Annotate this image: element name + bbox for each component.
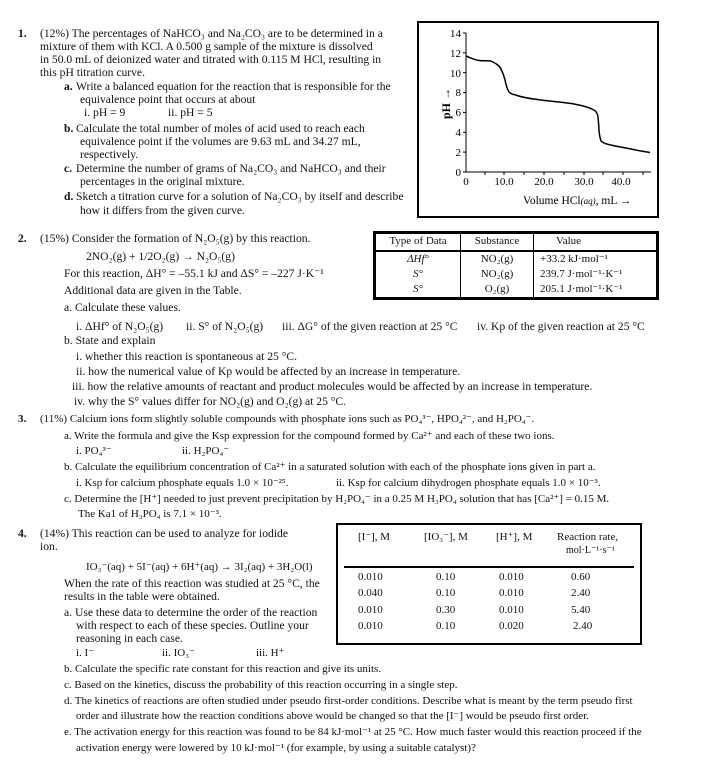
q1a-ii: ii. pH = 5 [168, 106, 213, 119]
q4e-line-2: activation energy were lowered by 10 kJ·mol⁻¹ (for example, by using a suitable catalyst)? [76, 742, 476, 754]
q4-reaction: IO₃⁻(aq) + 5I⁻(aq) + 6H⁺(aq) → 3I₂(aq) + 3H₂O(l) [86, 561, 313, 573]
x-axis-ticks [463, 172, 643, 188]
q2a-iv: iv. Kp of the given reaction at 25 °C [477, 320, 645, 333]
q1c-line-1: Determine the number of grams of Na₂CO₃ and NaHCO₃ and their [76, 162, 386, 175]
q3c: c. Determine the [H⁺] needed to just prevent precipitation by H₂PO₄⁻ in a 0.25 M H₃PO₄ solution that has [Ca²⁺] = 0.15 M. [64, 493, 610, 505]
q4a-iii: iii. H⁺ [256, 647, 285, 659]
svg-text:30.0: 30.0 [574, 176, 594, 188]
q4-studied-1: When the rate of this reaction was studied at 25 °C, the [64, 577, 320, 590]
q2a-iii: iii. ΔG° of the given reaction at 25 °C [282, 320, 458, 333]
q2-given: For this reaction, ΔH° = –55.1 kJ and ΔS° = –227 J·K⁻¹ [64, 267, 324, 280]
svg-text:0: 0 [455, 167, 461, 179]
col-iodate: [IO₃⁻], M [424, 531, 468, 543]
q2-additional: Additional data are given in the Table. [64, 284, 242, 297]
q4a-i: i. I⁻ [76, 647, 95, 659]
q4d-line-2: order and illustrate how the reaction conditions above would be changed so that the [I⁻] would be pseudo first order. [76, 710, 589, 722]
svg-text:40.0: 40.0 [611, 176, 631, 188]
svg-text:14: 14 [450, 28, 461, 40]
q1a-line-1: Write a balanced equation for the reaction that is responsible for the [76, 80, 391, 93]
table-row: ΔHf° NO₂(g) +33.2 kJ·mol⁻¹ [375, 251, 658, 267]
q1c-line-2: percentages in the original mixture. [80, 175, 245, 188]
svg-text:12: 12 [450, 48, 461, 60]
q4e-line-1: e. The activation energy for this reaction was found to be 84 kJ·mol⁻¹ at 25 °C. How much faster would this reaction proceed if the [64, 726, 642, 738]
q3c-cont: The Ka1 of H₃PO₄ is 7.1 × 10⁻³. [78, 508, 222, 520]
cell: 2.40 [573, 620, 593, 632]
q3a-i: i. PO₄³⁻ [76, 445, 112, 457]
q2b-iii: iii. how the relative amounts of reactant and product molecules would be affected by an increase in temperature. [72, 380, 593, 393]
col-substance: Substance [461, 233, 534, 252]
q1b-line-3: respectively. [80, 148, 139, 161]
cell: 0.010 [499, 587, 524, 599]
q1b-line-1: Calculate the total number of moles of acid used to reach each [76, 122, 365, 135]
q2a: a. Calculate these values. [64, 301, 181, 314]
svg-text:8: 8 [455, 87, 461, 99]
q2b: b. State and explain [64, 334, 156, 347]
x-axis-label: Volume HCl(aq), mL → [523, 195, 632, 207]
col-iodide: [I⁻], M [358, 531, 391, 543]
svg-text:10.0: 10.0 [494, 176, 514, 188]
q4-studied-2: results in the table were obtained. [64, 590, 220, 603]
cell: 0.10 [436, 620, 456, 632]
rate-data-table [336, 523, 642, 645]
titration-chart-frame [417, 21, 659, 218]
q1a-line-2: equivalence point that occurs at about [80, 93, 256, 106]
header-divider [344, 566, 634, 568]
thermo-data-table [373, 231, 659, 300]
cell: 0.010 [358, 604, 383, 616]
cell: 0.040 [358, 587, 383, 599]
q4a-line-3: reasoning in each case. [76, 632, 183, 645]
y-axis-label: pH → [439, 87, 453, 119]
q3-number: 3. [18, 413, 27, 425]
svg-text:0: 0 [463, 176, 469, 188]
table-row: S° NO₂(g) 239.7 J·mol⁻¹·K⁻¹ [375, 267, 658, 282]
q2b-i: i. whether this reaction is spontaneous at 25 °C. [76, 350, 298, 363]
cell: 2.40 [571, 587, 591, 599]
cell: 0.10 [436, 571, 456, 583]
table-row: S° O₂(g) 205.1 J·mol⁻¹·K⁻¹ [375, 282, 658, 299]
cell: 5.40 [571, 604, 591, 616]
col-hydrogen: [H⁺], M [496, 531, 533, 543]
col-rate: Reaction rate, [557, 531, 619, 543]
q4b: b. Calculate the specific rate constant for this reaction and give its units. [64, 663, 382, 675]
q4a-line-1: a. Use these data to determine the order of the reaction [64, 606, 318, 619]
col-type-of-data: Type of Data [375, 233, 461, 252]
q2a-i: i. ΔHf° of N₂O₅(g) [76, 320, 164, 333]
cell: 0.010 [499, 571, 524, 583]
svg-text:2: 2 [455, 147, 461, 159]
col-value: Value [534, 233, 658, 252]
col-rate-units: mol·L⁻¹·s⁻¹ [566, 545, 615, 556]
svg-text:6: 6 [455, 107, 461, 119]
cell: 0.020 [499, 620, 524, 632]
cell: 0.60 [571, 571, 591, 583]
cell: 0.010 [499, 604, 524, 616]
q3b: b. Calculate the equilibrium concentration of Ca²⁺ in a saturated solution with each of the phosphate ions given in part a. [64, 461, 596, 473]
q4c: c. Based on the kinetics, discuss the probability of this reaction occurring in a single step. [64, 679, 458, 691]
q2-reaction: 2NO₂(g) + 1/2O₂(g) → N₂O₅(g) [86, 250, 235, 263]
q3b-ii: ii. Ksp for calcium dihydrogen phosphate equals 1.0 × 10⁻³. [336, 477, 601, 489]
q2-number: 2. [18, 232, 27, 245]
q1d-label: d. [64, 190, 74, 203]
q1a-i: i. pH = 9 [84, 106, 126, 119]
q3b-i: i. Ksp for calcium phosphate equals 1.0 × 10⁻²⁵. [76, 477, 289, 489]
cell: 0.10 [436, 587, 456, 599]
q1d-line-1: Sketch a titration curve for a solution of Na₂CO₃ by itself and describe [76, 190, 404, 203]
q4a-line-2: with respect to each of these species. Outline your [76, 619, 309, 632]
q1-line-4: this pH titration curve. [40, 66, 145, 79]
q4-number: 4. [18, 527, 27, 540]
q2b-iv: iv. why the S° values differ for NO₂(g) and O₂(g) at 25 °C. [74, 395, 347, 408]
q2-intro: (15%) Consider the formation of N₂O₅(g) by this reaction. [40, 232, 311, 245]
q2a-ii: ii. S° of N₂O₅(g) [186, 320, 264, 333]
cell: 0.010 [358, 571, 383, 583]
q3a-ii: ii. H₂PO₄⁻ [182, 445, 230, 457]
q2b-ii: ii. how the numerical value of Kp would be affected by an increase in temperature. [76, 365, 461, 378]
q4-intro-2: ion. [40, 540, 58, 553]
q1c-label: c. [64, 162, 73, 175]
q3a: a. Write the formula and give the Ksp expression for the compound formed by Ca²⁺ and each of these two ions. [64, 430, 555, 442]
q4a-ii: ii. IO₃⁻ [162, 647, 195, 659]
svg-text:10: 10 [450, 68, 461, 80]
q3-intro: (11%) Calcium ions form slightly soluble compounds with phosphate ions such as PO₄³⁻, HPO₄²⁻, and H₂PO₄⁻. [40, 413, 535, 425]
svg-text:20.0: 20.0 [534, 176, 554, 188]
cell: 0.010 [358, 620, 383, 632]
q1b-line-2: equivalence point if the volumes are 9.63 mL and 34.27 mL, [80, 135, 361, 148]
q4d-line-1: d. The kinetics of reactions are often studied under pseudo first-order conditions. Describe what is meant by the term pseudo first [64, 695, 633, 707]
q1-line-3: in 50.0 mL of deionized water and titrated with 0.115 M HCl, resulting in [40, 53, 382, 66]
titration-chart [419, 23, 656, 215]
q1b-label: b. [64, 122, 74, 135]
cell: 0.30 [436, 604, 456, 616]
q4-intro-1: (14%) This reaction can be used to analyze for iodide [40, 527, 288, 540]
q1a-label: a. [64, 80, 73, 93]
titration-curve [466, 56, 650, 153]
q1-number: 1. [18, 27, 27, 40]
q1d-line-2: how it differs from the given curve. [80, 204, 245, 217]
q1-line-2: mixture of them with KCl. A 0.500 g sample of the mixture is dissolved [40, 40, 373, 53]
q1-line-1: (12%) The percentages of NaHCO₃ and Na₂CO₃ are to be determined in a [40, 27, 383, 40]
svg-text:4: 4 [455, 127, 461, 139]
